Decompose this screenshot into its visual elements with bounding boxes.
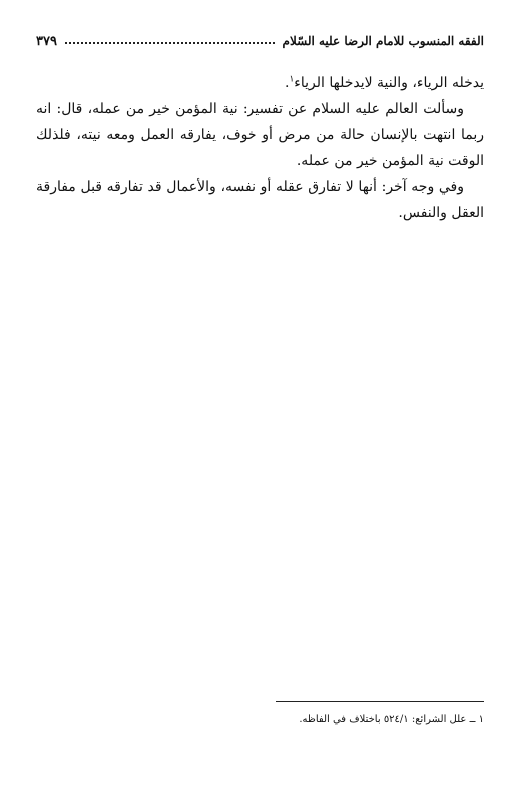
- footnote-reference: ١: [289, 74, 295, 85]
- paragraph-1-text: يدخله الرياء، والنية لايدخلها الرياء: [294, 75, 484, 91]
- running-header: [36, 30, 484, 52]
- paragraph-2: وسألت العالم عليه السلام عن تفسير: نية المؤمن خير من عمله، قال: انه ربما انتهت بالإنسان حالة من مرض أو خوف، يفارقه العمل ومعه نيته، فلذلك الوقت نية المؤمن خير من عمله.: [36, 101, 484, 169]
- paragraph-1: [36, 70, 484, 96]
- footnote: ١ ــ علل الشرائع: ٥٢٤/١ باختلاف في الفاظه.: [299, 714, 484, 725]
- paragraph-1-end: .: [284, 75, 290, 91]
- running-title: الفقه المنسوب للامام الرضا عليه السّلام: [282, 34, 484, 48]
- main-text: [36, 70, 484, 226]
- paragraph-3: وفي وجه آخر: أنها لا تفارق عقله أو نفسه، والأعمال قد تفارقه قبل مفارقة العقل والنفس.: [36, 179, 484, 221]
- footnote-separator: [276, 701, 484, 702]
- dotted-leader: [65, 42, 275, 44]
- page-number: ٣٧٩: [36, 33, 57, 49]
